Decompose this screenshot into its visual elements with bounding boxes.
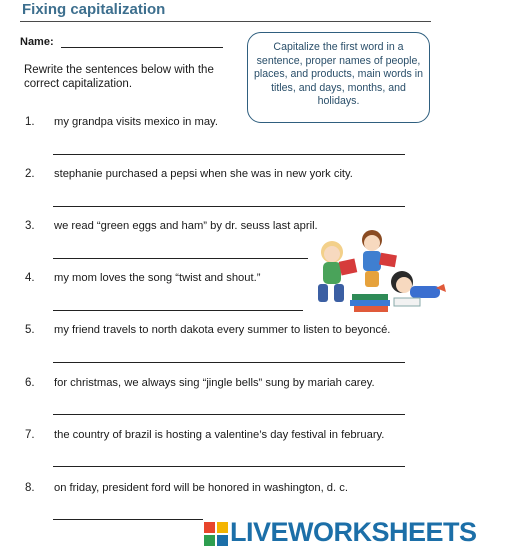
answer-line-6[interactable] — [53, 414, 405, 415]
sentence-text: for christmas, we always sing “jingle bells” sung by mariah carey. — [54, 377, 375, 389]
rules-text: Capitalize the first word in a sentence, proper names of people, places, and products, main words in titles, and days, months, and holidays. — [254, 41, 423, 107]
sentence-number: 7. — [25, 429, 35, 441]
sentence-number: 6. — [25, 377, 35, 389]
sentence-number: 2. — [25, 168, 35, 180]
brand-name: LIVEWORKSHEETS — [230, 517, 477, 547]
answer-line-7[interactable] — [53, 466, 405, 467]
instructions: Rewrite the sentences below with the correct capitalization. — [24, 64, 214, 90]
name-label: Name: — [20, 36, 54, 48]
sentence-number: 1. — [25, 116, 35, 128]
sentence-text: my friend travels to north dakota every summer to listen to beyoncé. — [54, 324, 391, 336]
capitalization-rules-box — [247, 32, 430, 123]
sentence-number: 5. — [25, 324, 35, 336]
sentence-number: 8. — [25, 482, 35, 494]
answer-line-8[interactable] — [53, 519, 203, 520]
answer-line-1[interactable] — [53, 154, 405, 155]
sentence-text: my grandpa visits mexico in may. — [54, 116, 218, 128]
worksheet-title: Fixing capitalization — [22, 1, 166, 18]
answer-line-5[interactable] — [53, 362, 405, 363]
answer-line-3[interactable] — [53, 258, 308, 259]
sentence-number: 3. — [25, 220, 35, 232]
sentence-number: 4. — [25, 272, 35, 284]
liveworksheets-logo-icon — [204, 522, 228, 546]
title-divider — [20, 21, 431, 22]
kids-reading-books-icon — [310, 222, 450, 322]
sentence-text: my mom loves the song “twist and shout.” — [54, 272, 261, 284]
sentence-text: stephanie purchased a pepsi when she was in new york city. — [54, 168, 353, 180]
name-answer-line[interactable] — [61, 47, 223, 48]
sentence-text: on friday, president ford will be honored in washington, d. c. — [54, 482, 348, 494]
sentence-text: we read “green eggs and ham” by dr. seuss last april. — [54, 220, 318, 232]
answer-line-2[interactable] — [53, 206, 405, 207]
answer-line-4[interactable] — [53, 310, 303, 311]
sentence-text: the country of brazil is hosting a valentine’s day festival in february. — [54, 429, 385, 441]
